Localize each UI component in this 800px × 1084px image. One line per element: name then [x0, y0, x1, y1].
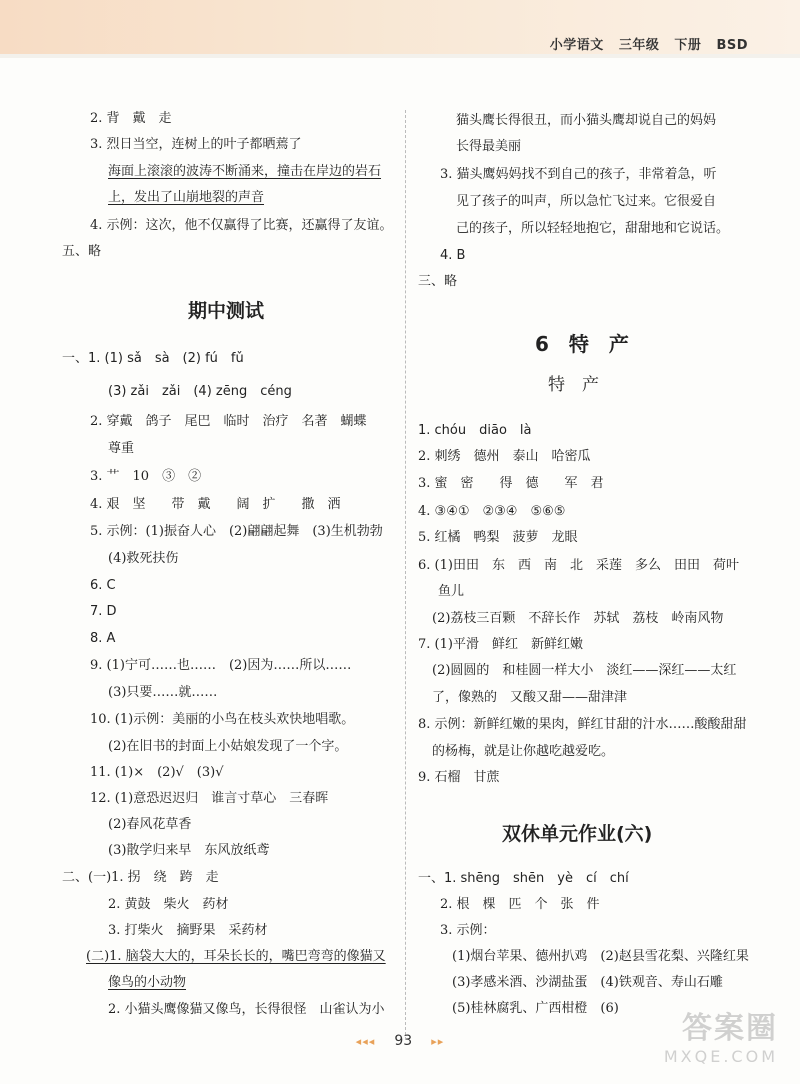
answer-line: (1)烟台苹果、德州扒鸡 (2)赵县雪花梨、兴隆红果 — [452, 949, 749, 964]
page-number: 93 — [394, 1033, 413, 1049]
answer-line: 8. 示例：新鲜红嫩的果肉，鲜红甘甜的汁水……酸酸甜甜 — [418, 717, 747, 732]
answer-line: 海面上滚滚的波涛不断涌来，撞击在岸边的岩石 — [108, 164, 382, 179]
answer-line: 2. 小猫头鹰像猫又像鸟，长得很怪 山雀认为小 — [108, 1002, 385, 1017]
answer-line: 的杨梅，就是让你越吃越爱吃。 — [432, 744, 615, 759]
volume-label: 下册 — [674, 38, 702, 53]
answer-line: 9. 石榴 甘蔗 — [418, 770, 500, 785]
answer-line: (2)春风花草香 — [108, 817, 192, 832]
answer-line: 4. B — [440, 248, 466, 263]
answer-line: 6. C — [90, 578, 116, 593]
answer-line: 尊重 — [108, 441, 135, 456]
answer-line: (3)孝感米酒、沙湖盐蛋 (4)铁观音、寿山石雕 — [452, 975, 723, 990]
answer-line: 长得最美丽 — [456, 139, 522, 154]
answer-line: 己的孩子，所以轻轻地抱它，甜甜地和它说话。 — [456, 221, 730, 236]
answer-line: (2)荔枝三百颗 不辞长作 苏轼 荔枝 岭南风物 — [432, 611, 724, 626]
lesson-title: 特 产 — [548, 375, 599, 395]
midterm-title: 期中测试 — [188, 300, 265, 322]
answer-line: 像鸟的小动物 — [108, 975, 187, 990]
answer-line: (5)桂林腐乳、广西柑橙 (6) — [452, 1001, 619, 1016]
book-header — [540, 34, 748, 53]
answer-line: 3. 示例： — [440, 923, 496, 938]
column-divider — [405, 110, 406, 1040]
answer-line: 10. (1)示例：美丽的小鸟在枝头欢快地唱歌。 — [90, 712, 355, 727]
answer-line: 5. 示例：(1)振奋人心 (2)翩翩起舞 (3)生机勃勃 — [90, 524, 383, 539]
answer-line: 2. 背 戴 走 — [90, 111, 172, 126]
answer-line: 上，发出了山崩地裂的声音 — [108, 190, 265, 205]
unit-title: 6 特 产 — [535, 332, 629, 356]
prev-arrows-icon: ◂◂◂ — [355, 1035, 376, 1048]
next-arrows-icon: ▸▸ — [431, 1035, 445, 1048]
answer-line: 3. 烈日当空，连树上的叶子都晒蔫了 — [90, 137, 302, 152]
answer-line: (3) zǎi zǎi (4) zēng céng — [108, 384, 292, 399]
answer-line: 了，像熟的 又酸又甜——甜津津 — [432, 690, 628, 705]
grade-label: 三年级 — [618, 38, 660, 53]
answer-line: 1. chóu diāo là — [418, 423, 532, 438]
answer-line: (3)散学归来早 东风放纸鸢 — [108, 843, 270, 858]
watermark — [664, 1003, 778, 1066]
answer-line: (2)在旧书的封面上小姑娘发现了一个字。 — [108, 739, 348, 754]
section-heading: 五、略 — [62, 244, 102, 259]
answer-line: 7. D — [90, 604, 117, 619]
answer-line: 2. 黄鼓 柴火 药材 — [108, 897, 229, 912]
answer-line: 一、1. shēng shēn yè cí chí — [418, 871, 629, 886]
answer-line: 9. (1)宁可……也…… (2)因为……所以…… — [90, 658, 352, 673]
answer-line: 2. 穿戴 鸽子 尾巴 临时 治疗 名著 蝴蝶 — [90, 414, 367, 429]
answer-line: 12. (1)意恐迟迟归 谁言寸草心 三春晖 — [90, 791, 329, 806]
answer-line: 6. (1)田田 东 西 南 北 采莲 多么 田田 荷叶 — [418, 558, 739, 573]
answer-line: 见了孩子的叫声，所以急忙飞过来。它很爱自 — [456, 194, 717, 209]
answer-line: 2. 刺绣 德州 泰山 哈密瓜 — [418, 449, 591, 464]
answer-line: 二、(一)1. 拐 绕 跨 走 — [62, 870, 219, 885]
answer-line: (二)1. 脑袋大大的，耳朵长长的，嘴巴弯弯的像猫又 — [86, 949, 386, 964]
weekend-homework-title: 双休单元作业(六) — [502, 823, 653, 845]
answer-line: 7. (1)平滑 鲜红 新鲜红嫩 — [418, 637, 583, 652]
answer-line: (3)只要……就…… — [108, 685, 218, 700]
answer-line: (2)圆圆的 和桂圆一样大小 淡红——深红——太红 — [432, 663, 737, 678]
answer-line: 8. A — [90, 631, 116, 646]
answer-line: 3. 艹 10 ③ ② — [90, 469, 202, 484]
answer-line: 3. 打柴火 摘野果 采药材 — [108, 923, 268, 938]
answer-line: 4. 艰 坚 带 戴 阔 扩 撒 洒 — [90, 497, 341, 512]
answer-line: 3. 蜜 密 得 德 军 君 — [418, 476, 604, 491]
answer-line: 5. 红橘 鸭梨 菠萝 龙眼 — [418, 530, 578, 545]
answer-line: 4. ③④① ②③④ ⑤⑥⑤ — [418, 504, 566, 519]
answer-line: 2. 根 棵 匹 个 张 件 — [440, 897, 600, 912]
edition-label: BSD — [716, 38, 748, 53]
answer-line: (4)救死扶伤 — [108, 551, 179, 566]
answer-line: 鱼儿 — [438, 584, 465, 599]
watermark-logo: 答案圈 — [682, 1011, 778, 1046]
watermark-url: MXQE.COM — [663, 1047, 778, 1066]
answer-line: 11. (1)× (2)√ (3)√ — [90, 765, 224, 780]
answer-line: 3. 猫头鹰妈妈找不到自己的孩子，非常着急，听 — [440, 167, 717, 182]
answer-line: 一、1. (1) sǎ sà (2) fú fǔ — [62, 351, 244, 366]
answer-line: 猫头鹰长得很丑，而小猫头鹰却说自己的妈妈 — [456, 113, 717, 128]
section-heading: 三、略 — [418, 274, 458, 289]
subject-label: 小学语文 — [549, 38, 604, 53]
answer-line: 4. 示例：这次，他不仅赢得了比赛，还赢得了友谊。 — [90, 218, 393, 233]
